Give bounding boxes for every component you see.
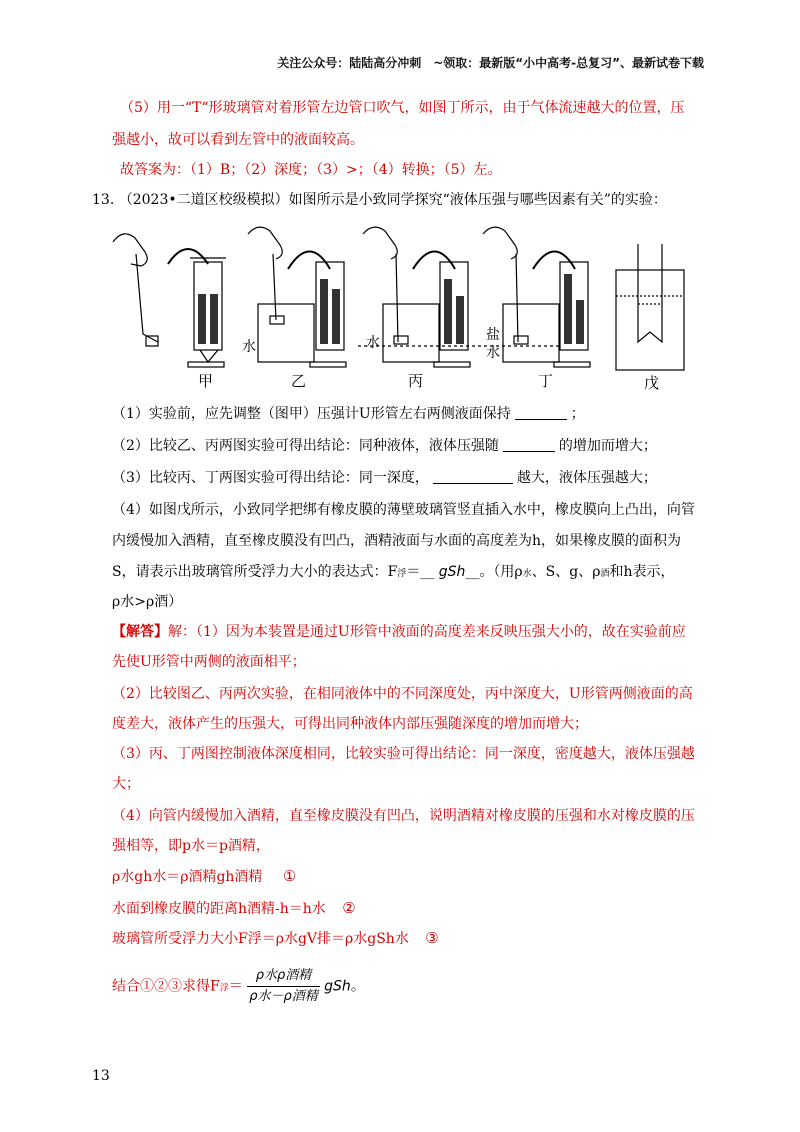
solution-line-6: 大； — [112, 776, 140, 792]
q4-line-3-mid: 、S、g、ρ — [531, 564, 601, 580]
equation-2-text: 水面到橡皮膜的距离h酒精-h＝h水 — [112, 901, 326, 917]
final-start: 结合①②③求得F — [112, 978, 220, 995]
solution-line-4: 度差大，液体产生的压强大，可得出同种液体内部压强随深度的增加而增大； — [112, 716, 588, 732]
prev-answer-summary: 故答案为：（1）B；（2）深度；（3）>；（4）转换；（5）左。 — [120, 162, 502, 178]
side-label-water-ding: 水 — [486, 345, 500, 361]
figure-label-jia: 甲 — [198, 372, 214, 390]
question-part-1 — [112, 404, 585, 424]
q4-eq: ＝__ — [406, 564, 435, 580]
equation-1 — [112, 866, 296, 887]
side-label-water-yi: 水 — [242, 339, 256, 355]
final-end: 。 — [350, 978, 365, 995]
q4-sub-fu: 浮 — [397, 569, 407, 579]
q2-text: （2）比较乙、丙两图实验可得出结论：同种液体，液体压强随 — [112, 438, 499, 454]
prev-answer-line-1: （5）用一“T“形玻璃管对着形管左边管口吹气，如图丁所示，由于气体流速越大的位置，压 — [120, 100, 685, 116]
prev-answer-line-2: 强越小，故可以看到左管中的液面较高。 — [112, 132, 364, 148]
solution-line-5: （3）丙、丁两图控制液体深度相同，比较实验可得出结论：同一深度，密度越大，液体压强越 — [112, 746, 695, 762]
q4-line-3-end: __。（用ρ — [465, 564, 523, 580]
solution-line-3: （2）比较图乙、丙两次实验，在相同液体中的不同深度处，丙中深度大，U形管两侧液面的高 — [112, 686, 693, 702]
q4-line-3-tail: 和h表示， — [609, 564, 675, 580]
q4-sub-shui: 水 — [522, 569, 532, 579]
final-tail: gSh — [324, 978, 351, 995]
equation-3-mark: ③ — [425, 929, 439, 947]
q2-blank[interactable] — [503, 437, 555, 452]
q1-end: ； — [570, 406, 585, 422]
solution-line-7: （4）向管内缓慢加入酒精，直至橡皮膜没有凹凸，说明酒精对橡皮膜的压强和水对橡皮膜的压 — [112, 808, 695, 824]
question-part-2 — [112, 436, 657, 456]
page-number: 13 — [92, 1068, 110, 1084]
q3-end: 越大，液体压强越大； — [516, 470, 657, 486]
final-eq: ＝ — [228, 978, 243, 995]
q4-fill-answer: gSh — [438, 564, 466, 580]
q4-line-2: 内缓慢加入酒精，直至橡皮膜没有凹凸，酒精液面与水面的高度差为h，如果橡皮膜的面积为 — [112, 533, 682, 549]
fraction-denominator: ρ水－ρ酒精 — [249, 989, 318, 1004]
solution-tag: 【解答】 — [112, 624, 168, 640]
equation-3 — [112, 928, 439, 949]
side-label-salt-ding: 盐 — [486, 327, 500, 343]
equation-2-mark: ② — [342, 899, 356, 917]
side-label-water-bing: 水 — [366, 335, 380, 351]
solution-line-8: 强相等，即p水＝p酒精， — [112, 838, 270, 854]
q4-line-3 — [112, 562, 675, 584]
fraction-numerator: ρ水ρ酒精 — [247, 966, 320, 987]
solution-line-1 — [112, 622, 686, 642]
figure-label-bing: 丙 — [408, 372, 424, 390]
equation-1-mark: ① — [282, 867, 297, 885]
q4-line-4: ρ水>ρ酒） — [112, 594, 183, 610]
experiment-figure-drawing — [108, 224, 688, 389]
solution-line-2: 先使U形管中两侧的液面相平； — [112, 654, 306, 670]
solution-l1: 解：（1）因为本装置是通过U形管中液面的高度差来反映压强大小的，故在实验前应 — [168, 624, 686, 640]
figure-label-ding: 丁 — [538, 372, 554, 390]
final-result — [112, 966, 365, 1007]
equation-1-text: ρ水gh水＝ρ酒精gh酒精 — [112, 869, 263, 885]
question-stem-text: （2023•二道区校级模拟）如图所示是小致同学探究“液体压强与哪些因素有关”的实验： — [118, 192, 667, 208]
page-header: 关注公众号：陆陆高分冲刺 ~领取：最新版“小中高考-总复习”、最新试卷下载 — [277, 56, 704, 70]
q1-blank[interactable] — [515, 405, 567, 420]
figure-label-yi: 乙 — [291, 372, 307, 390]
q4-sub-jiujing: 酒 — [600, 569, 610, 579]
final-sub-fu: 浮 — [219, 983, 229, 994]
q3-text: （3）比较丙、丁两图实验可得出结论：同一深度， — [112, 470, 429, 486]
experiment-figure — [108, 224, 688, 392]
q1-text: （1）实验前，应先调整（图甲）压强计U形管左右两侧液面保持 — [112, 406, 511, 422]
figure-label-wu: 戊 — [644, 374, 660, 392]
q3-blank[interactable] — [433, 469, 513, 484]
q4-line-3-start: S，请表示出玻璃管所受浮力大小的表达式：F — [112, 564, 398, 580]
question-number: 13. — [92, 192, 115, 208]
final-fraction — [247, 966, 320, 1007]
question-part-3 — [112, 468, 657, 488]
equation-2 — [112, 898, 356, 919]
equation-3-text: 玻璃管所受浮力大小F浮＝ρ水gV排＝ρ水gSh水 — [112, 931, 409, 947]
q2-end: 的增加而增大； — [558, 438, 657, 454]
q4-line-1: （4）如图戊所示，小致同学把绑有橡皮膜的薄壁玻璃管竖直插入水中，橡皮膜向上凸出，向管 — [112, 502, 695, 518]
question-stem — [92, 190, 667, 210]
hand-jia — [113, 234, 147, 266]
